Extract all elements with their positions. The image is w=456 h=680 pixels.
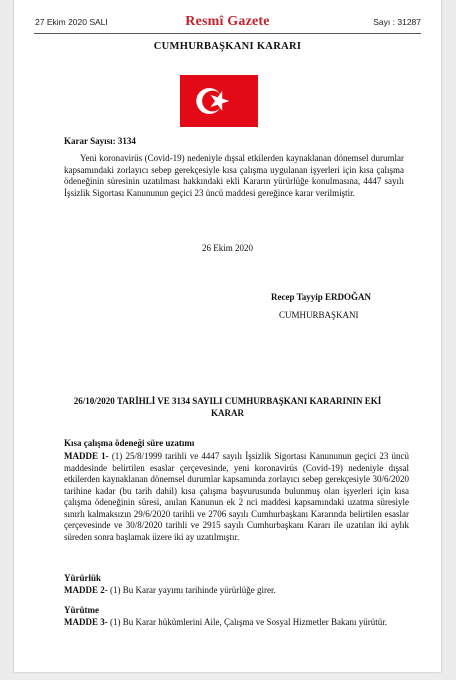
section-heading-duration: Kısa çalışma ödeneği süre uzatımı <box>64 438 195 448</box>
signer-name: Recep Tayyip ERDOĞAN <box>271 292 372 302</box>
turkish-flag-icon <box>179 75 259 127</box>
decree-date: 26 Ekim 2020 <box>202 243 253 253</box>
annex-title-line2: KARAR <box>211 408 244 418</box>
section-heading-execution: Yürütme <box>64 605 99 615</box>
decree-title: CUMHURBAŞKANI KARARI <box>153 41 302 52</box>
article-2-label: MADDE 2- <box>64 585 108 595</box>
gazette-title: Resmî Gazete <box>185 14 270 29</box>
header-divider <box>34 33 421 34</box>
issue-number: Sayı : 31287 <box>373 17 421 27</box>
decree-paragraph: Yeni koronavirüs (Covid-19) nedeniyle dışsal etkilerden kaynaklanan dönemsel durumlar kapsamındaki zorlayıcı sebep gerekçesiyle kısa çalışma uygulanan işyerleri için kısa çalışma ödeneğinin süresinin uzatılması hakkındaki ekli Kararın yürürlüğe konulmasına, 4447 sayılı İşsizlik Sigortası Kanununun geçici 23 üncü maddesi gereğince karar verilmiştir. <box>64 153 404 198</box>
article-2 <box>64 585 276 597</box>
article-3 <box>64 617 387 629</box>
annex-title <box>54 395 401 419</box>
article-1-label: MADDE 1- <box>64 451 109 461</box>
decree-number: Karar Sayısı: 3134 <box>64 136 136 146</box>
signer-title: CUMHURBAŞKANI <box>279 310 359 320</box>
annex-title-line1: 26/10/2020 TARİHLİ VE 3134 SAYILI CUMHURBAŞKANI KARARININ EKİ <box>73 396 382 406</box>
issue-date: 27 Ekim 2020 SALI <box>35 17 108 27</box>
gazette-header <box>14 14 441 32</box>
article-3-label: MADDE 3- <box>64 617 108 627</box>
article-2-text: (1) Bu Karar yayımı tarihinde yürürlüğe girer. <box>110 585 276 595</box>
article-3-text: (1) Bu Karar hükümlerini Aile, Çalışma ve Sosyal Hizmetler Bakanı yürütür. <box>110 617 387 627</box>
article-1-text: (1) 25/8/1999 tarihli ve 4447 sayılı İşsizlik Sigortası Kanununun geçici 23 üncü maddesinde belirtilen esaslar çerçevesinde, yeni koronavirüs (Covid-19) nedeniyle dışsal etkilerden kaynaklanan dönemsel durumlar kapsamında zorlayıcı sebep gerekçesiyle 30/6/2020 tarihine kadar (bu tarih dahil) kısa çalışma başvurusunda bulunmuş olan işyerleri için kısa çalışma ödeneğinin süresi, anılan Kanunun ek 2 nci maddesi kapsamındaki uzatma süresiyle sınırlı kalmaksızın 29/6/2020 tarihli ve 2706 sayılı Cumhurbaşkanı Kararında belirtilen esaslar çerçevesinde ve 30/8/2020 tarihli ve 2915 sayılı Cumhurbaşkanı Kararı ile uzatılan iki aylık süreden sonra başlamak üzere iki ay uzatılmıştır. <box>64 451 409 542</box>
article-1 <box>64 451 409 543</box>
gazette-page <box>14 0 441 672</box>
section-heading-effect: Yürürlük <box>64 573 102 583</box>
